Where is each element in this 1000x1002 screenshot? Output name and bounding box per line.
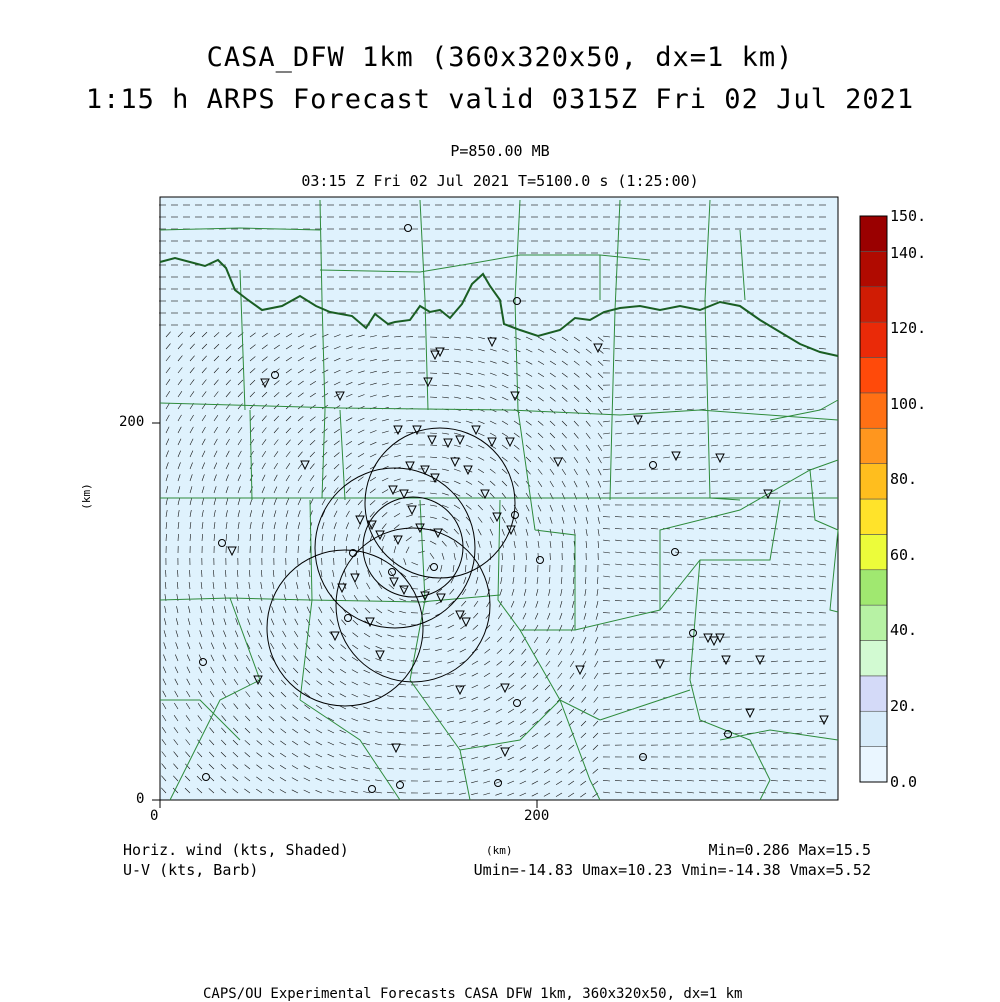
colorbar-label: 150. [890, 207, 926, 225]
colorbar-segment [860, 499, 887, 534]
colorbar-segment [860, 216, 887, 251]
pressure-level-label: P=850.00 MB [0, 142, 1000, 160]
min-max-label: Min=0.286 Max=15.5 [708, 841, 871, 859]
colorbar-segment [860, 747, 887, 782]
x-tick-200: 200 [524, 808, 549, 824]
colorbar-label: 20. [890, 697, 917, 715]
x-axis-unit: (km) [486, 844, 513, 857]
colorbar-label: 140. [890, 244, 926, 262]
plot-title-line2: 1:15 h ARPS Forecast valid 0315Z Fri 02 Jul 2021 [0, 84, 1000, 115]
colorbar-segment [860, 251, 887, 286]
colorbar-segment [860, 570, 887, 605]
colorbar-segment [860, 676, 887, 711]
colorbar-segment [860, 428, 887, 463]
colorbar-segment [860, 393, 887, 428]
colorbar-segment [860, 534, 887, 569]
colorbar [860, 216, 887, 782]
colorbar-segment [860, 287, 887, 322]
colorbar-label: 120. [890, 319, 926, 337]
colorbar-segment [860, 358, 887, 393]
colorbar-label: 100. [890, 395, 926, 413]
x-tick-0: 0 [150, 808, 158, 824]
colorbar-segment [860, 464, 887, 499]
colorbar-segment [860, 641, 887, 676]
colorbar-label: 40. [890, 621, 917, 639]
colorbar-label: 80. [890, 470, 917, 488]
shaded-field-label: Horiz. wind (kts, Shaded) [123, 841, 349, 859]
y-tick-0: 0 [136, 791, 144, 807]
y-axis-unit: (km) [80, 483, 93, 510]
colorbar-segment [860, 322, 887, 357]
colorbar-segment [860, 605, 887, 640]
colorbar-label: 60. [890, 546, 917, 564]
uv-stats-label: Umin=-14.83 Umax=10.23 Vmin=-14.38 Vmax=5.52 [474, 861, 871, 879]
y-tick-200: 200 [119, 414, 144, 430]
barb-field-label: U-V (kts, Barb) [123, 861, 258, 879]
credit-line: CAPS/OU Experimental Forecasts CASA DFW 1km, 360x320x50, dx=1 km [203, 986, 742, 1002]
colorbar-segment [860, 711, 887, 746]
valid-time-label: 03:15 Z Fri 02 Jul 2021 T=5100.0 s (1:25:00) [0, 172, 1000, 190]
plot-title-line1: CASA_DFW 1km (360x320x50, dx=1 km) [0, 42, 1000, 73]
colorbar-label: 0.0 [890, 773, 917, 791]
